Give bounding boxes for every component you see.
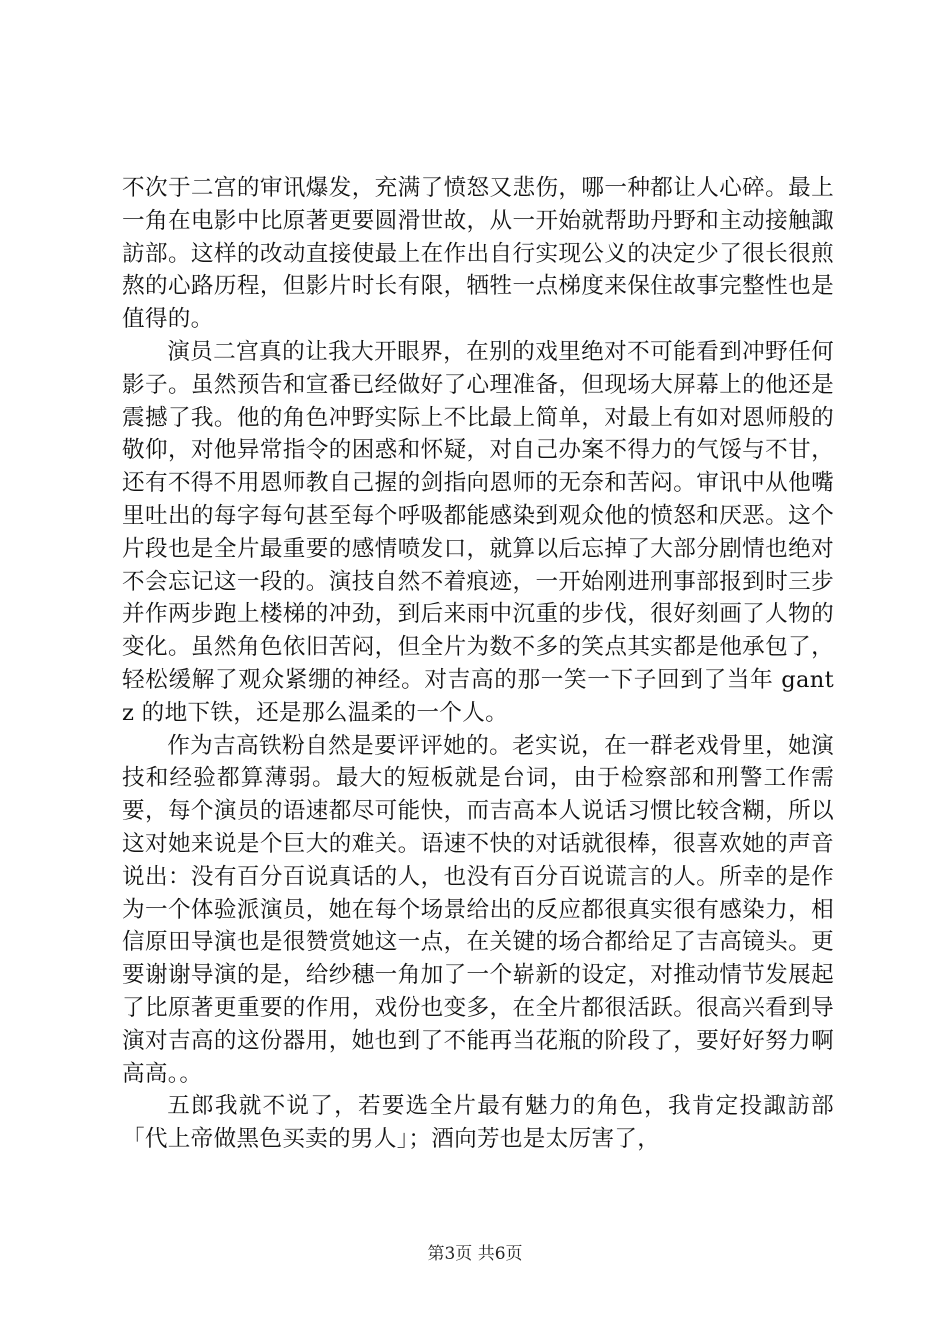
article-body xyxy=(122,172,834,1156)
paragraph-2: 演员二宫真的让我大开眼界，在别的戏里绝对不可能看到冲野任何影子。虽然预告和宣番已经做好了心理准备，但现场大屏幕上的他还是震撼了我。他的角色冲野实际上不比最上简单，对最上有如对恩师般的敬仰，对他异常指令的困惑和怀疑，对自己办案不得力的气馁与不甘，还有不得不用恩师教自己握的剑指向恩师的无奈和苦闷。审讯中从他嘴里吐出的每字每句甚至每个呼吸都能感染到观众他的愤怒和厌恶。这个片段也是全片最重要的感情喷发口，就算以后忘掉了大部分剧情也绝对不会忘记这一段的。演技自然不着痕迹，一开始刚进刑事部报到时三步并作两步跑上楼梯的冲劲，到后来雨中沉重的步伐，很好刻画了人物的变化。虽然角色依旧苦闷，但全片为数不多的笑点其实都是他承包了，轻松缓解了观众紧绷的神经。对吉高的那一笑一下子回到了当年 gantz 的地下铁，还是那么温柔的一个人。 xyxy=(122,338,834,726)
paragraph-1: 不次于二宫的审讯爆发，充满了愤怒又悲伤，哪一种都让人心碎。最上一角在电影中比原著更要圆滑世故，从一开始就帮助丹野和主动接触諏訪部。这样的改动直接使最上在作出自行实现公义的决定少了很长很煎熬的心路历程，但影片时长有限，牺牲一点梯度来保住故事完整性也是值得的。 xyxy=(122,175,834,333)
page-number-footer: 第3页 共6页 xyxy=(427,1244,523,1264)
paragraph-3: 作为吉高铁粉自然是要评评她的。老实说，在一群老戏骨里，她演技和经验都算薄弱。最大的短板就是台词，由于检察部和刑警工作需要，每个演员的语速都尽可能快，而吉高本人说话习惯比较含糊，所以这对她来说是个巨大的难关。语速不快的对话就很棒，很喜欢她的声音说出：没有百分百说真话的人，也没有百分百说谎言的人。所幸的是作为一个体验派演员，她在每个场景给出的反应都很真实很有感染力，相信原田导演也是很赞赏她这一点，在关键的场合都给足了吉高镜头。更要谢谢导演的是，给纱穗一角加了一个崭新的设定，对推动情节发展起了比原著更重要的作用，戏份也变多，在全片都很活跃。很高兴看到导演对吉高的这份器用，她也到了不能再当花瓶的阶段了，要好好努力啊高高。。 xyxy=(122,732,834,1087)
paragraph-4: 五郎我就不说了，若要选全片最有魅力的角色，我肯定投諏訪部「代上帝做黑色买卖的男人」；酒向芳也是太厉害了， xyxy=(122,1093,834,1153)
